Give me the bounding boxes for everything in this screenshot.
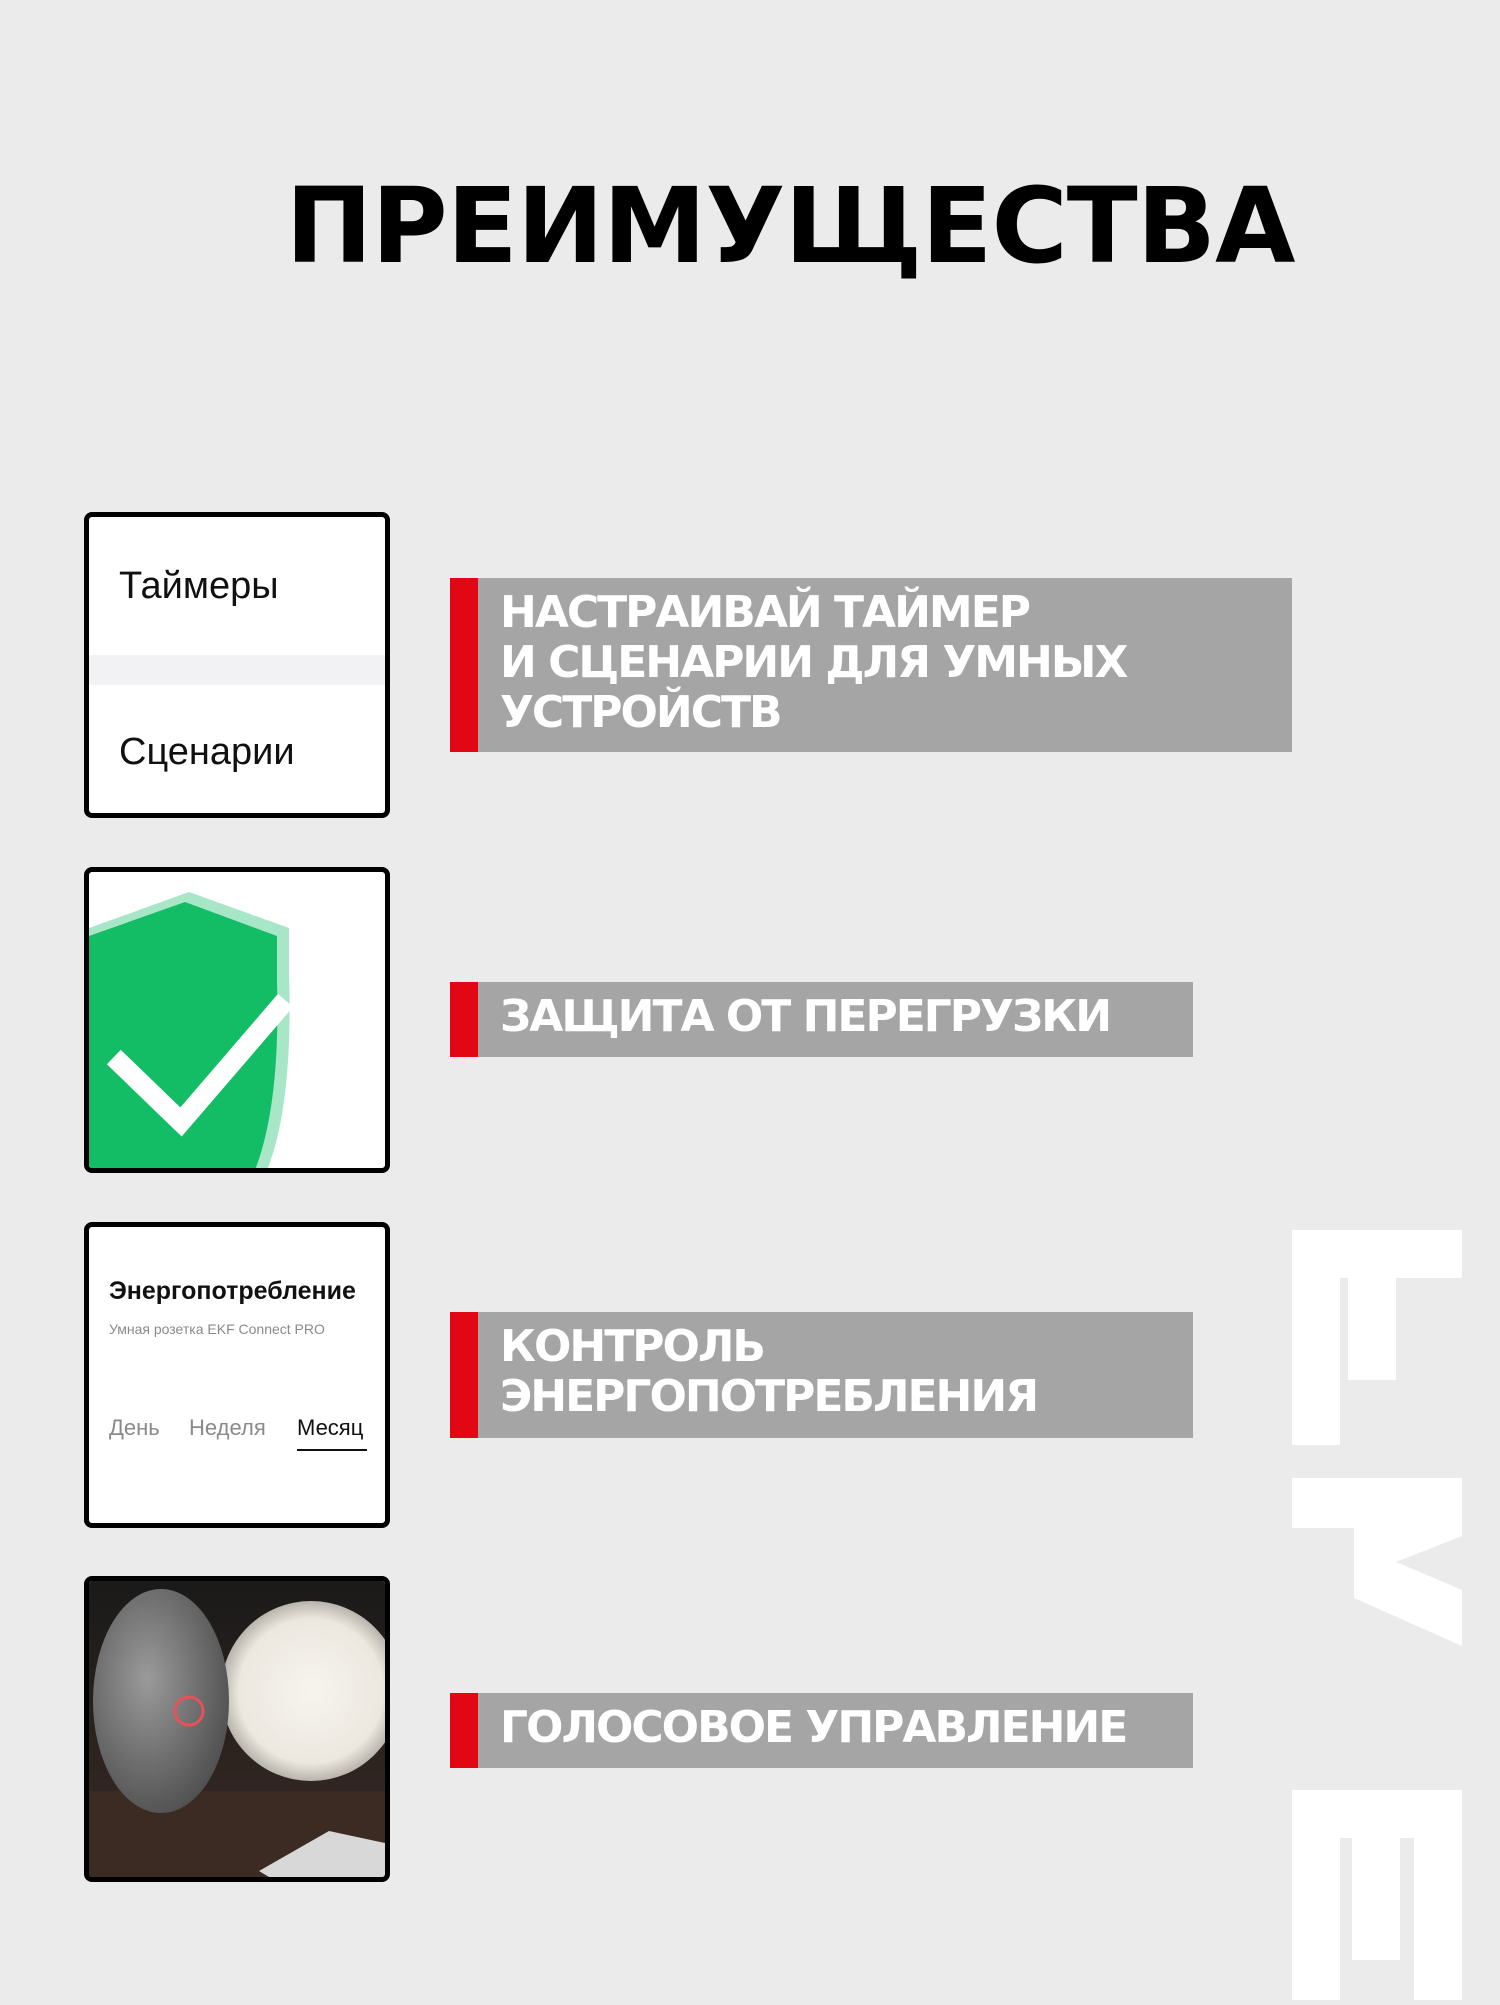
voice-control-photo [84, 1576, 390, 1882]
divider [89, 655, 385, 685]
scenes-label: Сценарии [119, 731, 295, 773]
energy-title: Энергопотребление [109, 1277, 356, 1305]
feature-text: ГОЛОСОВОЕ УПРАВЛЕНИЕ [500, 1702, 1127, 1753]
page-title: ПРЕИМУЩЕСТВА [285, 165, 1295, 287]
feature-banner-timers [450, 578, 1292, 752]
feature-banner-voice [450, 1693, 1193, 1768]
feature-banner-energy [450, 1312, 1193, 1438]
shield-check-icon [89, 872, 385, 1168]
feature-text: ЗАЩИТА ОТ ПЕРЕГРУЗКИ [500, 991, 1111, 1042]
feature-text: НАСТРАИВАЙ ТАЙМЕР И СЦЕНАРИИ ДЛЯ УМНЫХ УСТРОЙСТВ [500, 587, 1127, 738]
ekf-logo-mark [1292, 1230, 1462, 2000]
protection-card [84, 867, 390, 1173]
active-tab-underline [297, 1449, 367, 1451]
tab-week[interactable]: Неделя [189, 1415, 266, 1440]
feature-banner-protection [450, 982, 1193, 1057]
tab-month[interactable]: Месяц [297, 1415, 364, 1440]
timers-scenes-card [84, 512, 390, 818]
timers-label: Таймеры [119, 565, 279, 607]
energy-card [84, 1222, 390, 1528]
feature-text: КОНТРОЛЬ ЭНЕРГОПОТРЕБЛЕНИЯ [500, 1321, 1038, 1422]
smart-speaker [93, 1589, 229, 1813]
tab-day[interactable]: День [109, 1415, 160, 1440]
energy-subtitle: Умная розетка EKF Connect PRO [109, 1321, 325, 1337]
ekf-logo [1292, 1230, 1462, 1990]
